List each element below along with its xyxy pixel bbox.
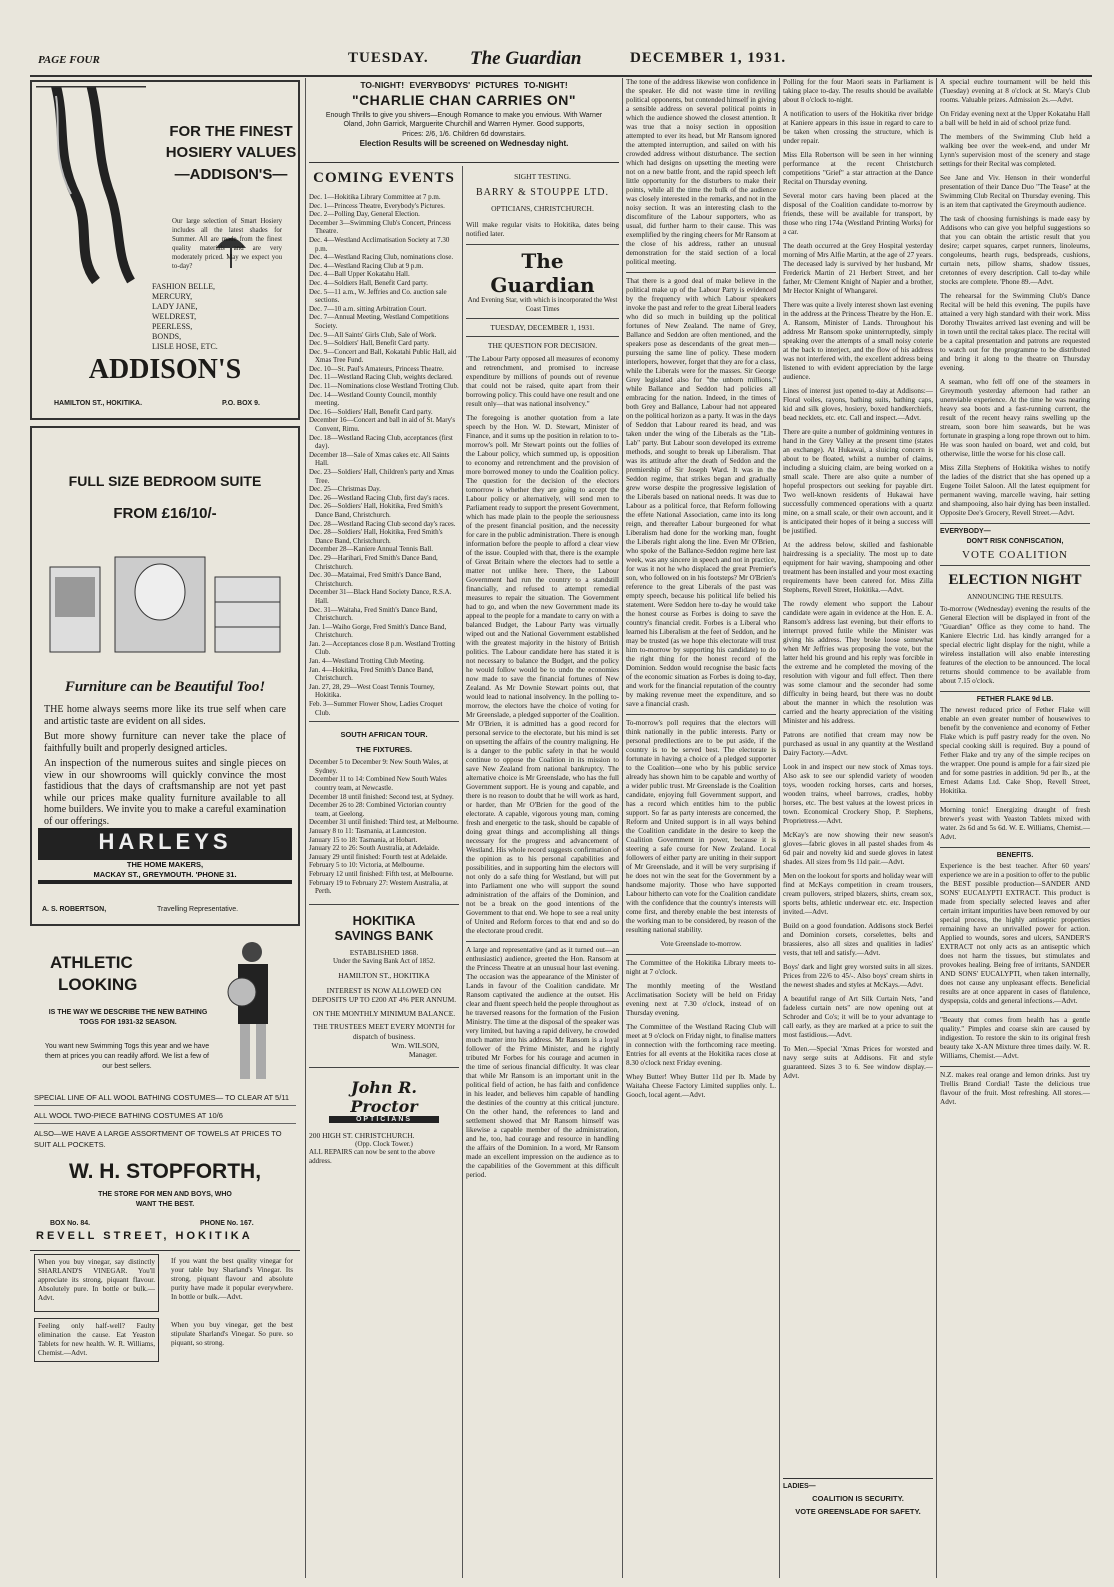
fixture-item: January 8 to 11: Tasmania, at Launceston. bbox=[309, 826, 427, 835]
news-paragraph: There was quite a lively interest shown last evening in the address at the Princess Theatre by the Hon. E. A. Ransom, Minister of Lands. Throughout his address Mr Ransom spoke uninterruptedly, simply speaking over the attempts of a small noisy coterie at the back to interject, and the flow of his address was not interfered with, the excellent address being listened to with evident appreciation by the large audience. bbox=[783, 301, 933, 381]
page-number: PAGE FOUR bbox=[38, 54, 100, 66]
news-paragraph: To Men.—Special 'Xmas Prices for worsted and navy serge suits at Addisons. Fit and style guaranteed. Sizes 3 to 6. See window display.—Advt. bbox=[783, 1045, 933, 1080]
news-paragraph: Polling for the four Maori seats in Parliament is taking place to-day. The results should be available about 8 o'clock to-night. bbox=[783, 78, 933, 104]
divider bbox=[940, 565, 1090, 566]
addisons-headline-2: HOSIERY VALUES bbox=[165, 144, 297, 161]
harleys-paragraph: But more showy furniture can never take the place of faithfully built and properly designed articles. bbox=[44, 731, 286, 754]
divider bbox=[466, 318, 619, 319]
news-paragraph: Miss Ella Robertson will be seen in her winning performance at the recent Christchurch competitions "Grief" a star attraction at the Dance Recital on Thursday evening. bbox=[783, 151, 933, 186]
price-line: ALL WOOL TWO-PIECE BATHING COSTUMES AT 10/6 bbox=[34, 1106, 296, 1124]
divider bbox=[940, 1011, 1090, 1012]
addisons-address: HAMILTON ST., HOKITIKA. bbox=[54, 400, 143, 407]
fixture-item: February 19 to February 27: Western Australia, at Perth. bbox=[309, 878, 448, 896]
guardian-masthead: The Guardian bbox=[490, 249, 595, 297]
harleys-rep-name: A. S. ROBERTSON, bbox=[42, 906, 107, 913]
event-item: Dec. 7—10 a.m. sitting Arbitration Court. bbox=[309, 304, 427, 313]
benefits-body: Experience is the best teacher. After 60 years' experience we are in a position to offer to the public the BEST possible production—SANDER AND SONS' EUCALYPTI EXTRACT. This product is made from specially selected leaves and after certain irritant impurities have been removed by our special process, the highly antiseptic properties remaining have an unrivalled power for action. Applied to wounds, sores and ulcers, SANDER'S EXTRACT not only acts as an antiseptic which does not harm the tissues, but stimulates and provokes healing. Being free of irritants, SANDER AND SONS' EUCALYPTI, when taken internally, does not cause any unpleasant effects. Beneficial results are at once apparent in cases of flatulence, dyspepsia, colds and general infections.—Advt. bbox=[940, 862, 1090, 1005]
news-column-4 bbox=[626, 78, 776, 1578]
proctor-address: 200 HIGH ST. CHRISTCHURCH. bbox=[309, 1131, 415, 1141]
morning-tonic: Morning tonic! Energizing draught of fresh brewer's yeast with Yeaston Tablets mixed with water. 2s 6d and 5s 6d. W. E. Williams, Chemist.—Advt. bbox=[940, 806, 1090, 841]
news-paragraph: That there is a good deal of make believe in the political make up of the Labour Party is evidenced by the frequency with which Labour speakers invoke the past and refer to the great Liberal leaders who did so much in building up the political fortunes of New Zealand. The name of Grey, Ballance and Seddon are often mentioned, and the speakers pose as descendants of the great men—pursuing the same line of policy. These modern interlopers, however, forget that they are for a class, while the Liberals were for the masses. Sir George Grey legislated also for "the unborn millions," while Ballance and Seddon had policies all embracing for the nation. Indeed, in the times of both Grey and Ballance, Labour had not appeared on the political horizon as a party. It was in the days of Seddon that Labour reared its head, and was taken under the wing of the Liberals as the "Lib-Lab" party. But Labour soon developed its extreme methods, and sought to break up Liberalism. That was its attitude after the death of Seddon and the premiership of Sir Joseph Ward. It was in the Seddon regime, that strikes began and gradually grew worse despite the progressive legislation of the Liberals based on national needs. It was due to Labour as a political force, that Reform following the effete National Association, came into its long reign, and thereafter Labour burgeoned for what Liberalism had done for the working man, fought the Liberals right along the line. Even Mr O'Brien, who spoke of the Ballance-Seddon regime here last week, was any sincere in speech and not in practice, for was it not he who displaced the great Premier's son, who followed on in his footsteps? Mr O'Brien's reference to the great Liberals of the past was empty speech, because his political life belied his statement. Were Seddon here to-day he would take the honest course as Forbes is doing to save the country's financial credit. Forbes is a Liberal who learned his Liberalism at the feet of Seddon, and he may be trusted (as we hope this electorate will trust him to-morrow by supporting his candidate) to do the right thing for the honest record of the Dominion. Seddon would recognise the basic facts of the economic situation as Forbes is doing to-day, and work for the financial reputation of the country by making revenue meet the expenditure, and so save a financial crash. bbox=[626, 277, 776, 708]
news-paragraph: A special euchre tournament will be held this (Tuesday) evening at 8 o'clock at St. Mary's Club rooms. Valuable prizes. Admission 2s.—Advt. bbox=[940, 78, 1090, 104]
event-item: Dec. 9—All Saints' Girls Club, Sale of Work. bbox=[309, 330, 437, 339]
event-item: Dec. 5—11 a.m., W. Jeffries and Co. auction sale sections. bbox=[309, 287, 447, 305]
event-item: Jan. 27, 28, 29—West Coast Tennis Tourney, Hokitika. bbox=[309, 682, 435, 700]
event-item: Dec. 14—Westland County Council, monthly meeting. bbox=[309, 390, 437, 408]
event-item: Dec. 26—Westland Racing Club, first day's races. bbox=[309, 493, 450, 502]
brand-item: LADY JANE, bbox=[152, 302, 198, 311]
fixture-item: December 11 to 14: Combined New South Wales country team, at Newcastle. bbox=[309, 775, 447, 792]
divider bbox=[466, 244, 619, 245]
news-paragraph: McKay's are now showing their new season's gloves—fabric gloves in all pastel shades from 4s 6d pair and novelty kid and suede gloves in latest shades. All sizes from 9s 11d pair.—Advt. bbox=[783, 831, 933, 866]
coming-events-list bbox=[309, 193, 459, 717]
divider bbox=[940, 847, 1090, 848]
proctor-opp: (Opp. Clock Tower.) bbox=[355, 1140, 413, 1149]
column-rule bbox=[779, 78, 780, 1578]
column-rule bbox=[305, 78, 306, 1578]
stopforth-headline-2: LOOKING bbox=[58, 975, 138, 994]
pictures-prices: Prices: 2/6, 1/6. Children 6d downstairs. bbox=[402, 131, 526, 138]
fixture-item: January 15 to 18: Tasmania, at Hobart. bbox=[309, 835, 418, 844]
legs-illustration bbox=[36, 86, 166, 286]
event-item: Dec. 23—Soldiers' Hall, Children's party and Xmas Tree. bbox=[309, 468, 454, 485]
footer-line-2: VOTE GREENSLADE FOR SAFETY. bbox=[795, 1507, 921, 1516]
stopforth-ad bbox=[30, 932, 300, 1367]
pictures-title: "CHARLIE CHAN CARRIES ON" bbox=[351, 92, 577, 108]
brand-item: FASHION BELLE, bbox=[152, 282, 215, 291]
editorial-column bbox=[466, 166, 619, 1578]
divider bbox=[309, 721, 459, 722]
news-column-6 bbox=[940, 78, 1090, 1578]
event-item: Dec. 18—Westland Racing Club, acceptances (first day). bbox=[309, 433, 453, 451]
pictures-body: Enough Thrills to give you shivers—Enough Romance to make you envious. With Warner Oland, John Garrick, Marguerite Churchill and Warren Hymer. Good supports, bbox=[325, 112, 603, 128]
sharland-right-text: If you want the best quality vinegar for your table buy Sharland's Vinegar. Its strong, piquant flavour and absolute purity have made it popular everywhere. In bottle or bulk.—Advt. bbox=[171, 1257, 293, 1301]
everybody-label: EVERYBODY— bbox=[940, 528, 991, 535]
news-paragraph: The death occurred at the Grey Hospital yesterday morning of Mrs Alfie Martin, at the age of 27 years. The deceased lady is survived by her husband, Mr Frederick Martin of 21 Herbert Street, and her father, Mr Clement Knight of Napier and a brother, Mr Hector Knight of Whangarei. bbox=[783, 242, 933, 295]
sharland-left-text: When you buy vinegar, say distinctly SHARLAND'S VINEGAR. You'll appreciate its strong, piquant flavour. Absolutely pure. In bottle or bulk.—Advt. bbox=[38, 1258, 155, 1302]
tour-title: SOUTH AFRICAN TOUR. bbox=[340, 730, 428, 740]
stopforth-street: REVELL STREET, HOKITIKA bbox=[36, 1230, 253, 1242]
event-item: Dec. 1—Princess Theatre, Everybody's Pictures. bbox=[309, 201, 445, 210]
column-5-paragraphs bbox=[783, 78, 933, 1081]
harleys-address: MACKAY ST., GREYMOUTH. 'PHONE 31. bbox=[93, 870, 237, 879]
harleys-paragraph: An inspection of the numerous suites and single pieces on view in our showrooms will quickly convince the most fastidious that the days of craftsmanship are not yet past while our prices make quality furniture available to all home builders. We invite you to make a careful examination of our offerings. bbox=[44, 758, 286, 827]
issue-day: TUESDAY. bbox=[348, 50, 429, 66]
coming-events-title: COMING EVENTS bbox=[313, 170, 455, 186]
event-item: Dec. 1—Hokitika Library Committee at 7 p.m. bbox=[309, 193, 441, 201]
fixture-item: February 12 until finished: Fifth test, at Melbourne. bbox=[309, 869, 454, 878]
column-rule bbox=[622, 78, 623, 1578]
proctor-name: John R. Proctor bbox=[350, 1078, 418, 1117]
event-item: Dec. 11—Westland Racing Club, weights declared. bbox=[309, 373, 453, 382]
harleys-sub: THE HOME MAKERS, bbox=[126, 860, 204, 869]
stopforth-name: W. H. STOPFORTH, bbox=[68, 1160, 262, 1183]
divider bbox=[466, 336, 619, 337]
divider bbox=[626, 954, 776, 955]
stopforth-body-1: IS THE WAY WE DESCRIBE THE NEW BATHING TOGS FOR 1931-32 SEASON. bbox=[48, 1009, 208, 1026]
divider bbox=[466, 941, 619, 942]
fixture-item: December 5 to December 9: New South Wales, at Sydney. bbox=[309, 758, 449, 775]
footer-line-1: COALITION IS SECURITY. bbox=[812, 1494, 904, 1503]
editorial-heading: THE QUESTION FOR DECISION. bbox=[487, 341, 598, 350]
news-paragraph: A beautiful range of Art Silk Curtain Nets, "and fadeless curtain nets" are now opening out at Schroder and Co's; it will be to your advantage to call early, as they are marked at a price to suit the most fastidious.—Advt. bbox=[783, 995, 933, 1039]
masthead: The Guardian bbox=[470, 48, 582, 69]
fixture-item: January 22 to 26: South Australia, at Adelaide. bbox=[309, 844, 440, 853]
news-paragraph: A seaman, who fell off one of the steamers in Greymouth yesterday afternoon had rather an unenviable experience. At the time he was nearing heavy sea boots and a fast-running current, the result of the recent heavy rains swelling up the stream, soon bore him seawards, but he was fortunate in grasping a long rope thrown out to him. He was soon hauled on board, wet and cold, but otherwise, little the worse for his close call. bbox=[940, 378, 1090, 458]
news-paragraph: Men on the lookout for sports and holiday wear will find at McKays competition in cream trousers, cream pullovers, striped blazers, shirts, cream sox, sports belts, athletic underwear etc. etc. Inspection invited.—Advt. bbox=[783, 872, 933, 916]
event-item: Dec. 4—Westland Racing Club at 9 p.m. bbox=[309, 261, 424, 270]
event-item: Dec. 25—Christmas Day. bbox=[309, 485, 381, 494]
stopforth-body-2: You want new Swimming Togs this year and we have them at prices you can readily afford. We list a few of our best sellers. bbox=[44, 1043, 210, 1070]
proctor-logo bbox=[329, 1078, 439, 1123]
tour-fixtures-list bbox=[309, 758, 459, 896]
harleys-body bbox=[44, 704, 286, 827]
event-item: Dec. 7—Annual Meeting, Westland Competitions Society. bbox=[309, 313, 449, 330]
event-item: Dec. 2—Polling Day, General Election. bbox=[309, 210, 420, 219]
stopforth-sub: THE STORE FOR MEN AND BOYS, WHO WANT THE BEST. bbox=[98, 1191, 232, 1208]
harleys-tagline: Furniture can be Beautiful Too! bbox=[64, 679, 266, 695]
event-item: Dec. 11—Nominations close Westland Trotting Club. bbox=[309, 382, 459, 391]
news-paragraph: There are quite a number of goldmining ventures in hand in the Grey Valley at the present time (states an exchange). At Hukawai, a sluicing concern is about to be floated, whilst a number of claims, including a sluicing claim, are being worked on a small scale. There are also quite a number of hopeful prospectors out seeking for payable dirt. Two well-known residents of Hukawai have successfully commenced operations with a quartz mine, on a small scale, or their own account, and it is anticipated their hopes of it being a success will be justified. bbox=[783, 428, 933, 535]
event-item: Jan. 4—Westland Trotting Club Meeting. bbox=[309, 657, 425, 666]
news-paragraph: The tone of the address likewise won confidence in the speaker. He did not waste time in reviling political opponents, but contended himself in giving a sensible address on several political points in which the audience showed the closest attention. It was true that a noisy section in opposition attempted to ever its head, but Mr Ransom ignored the attempted interruption, and sailed on with his crowded address without disturbance. The section which had designs on upsetting the meeting were not on a new battle front, and the rapid speech left little opportunity for the disturbers to make their points, while all the time the bulk of the audience was closely interested in the remarks, and not in the noisy section. It was an interesting clash to the discomfiture of the Labour supporters, who as usual, did further harm to their cause. This was exemplified by the ringing cheers for Mr Ransom at the close of his address, rather an unusual demonstration for the staid section of a local political meeting. bbox=[626, 78, 776, 266]
event-item: Dec. 4—Soldiers Hall, Benefit Card party. bbox=[309, 278, 428, 287]
news-paragraph: To-morrow's poll requires that the electors will think nationally in the public interests. Party or personal predilections are to be put aside, if the country is to be served best. The electorate is fortunate in having a choice of a pledged supporter to the Coalition—one who by his public service already has shown him to be capable and worthy of a wider public trust. Mr Greenslade is the Coalition candidate, enjoying full Government support, and has a record which entitles him to the public support. So far as party interests are concerned, the Reform and United support is in all ways behind the Coalition candidate in the desire to keep the Coalition Government in power, because it is steering a safe course for New Zealand. Local followers of either party are uniting in their support of Mr Greenslade, and it will be very surprising if he does not win the seat for the Government by a handsome majority. Those who have supported Labour hitherto can vote for the Coalition candidate with the confidence that the country's interests will come first, and thereby enable the best interests of the working man to be considered, by reason of the resulting national stability. bbox=[626, 719, 776, 934]
event-item: December 16—Concert and ball in aid of St. Mary's Convent, Rimu. bbox=[309, 416, 456, 434]
news-paragraph: See Jane and Viv. Henson in their wonderful presentation of their Dance Duo "The Tease" at the Swimming Club Recital on Thursday evening. This is an item that captivated the Greymouth audience. bbox=[940, 174, 1090, 209]
news-paragraph: Patrons are notified that cream may now be purchased as usual in any quantity at the Westland Dairy Factory.—Advt. bbox=[783, 731, 933, 757]
editorial-paragraph: "The Labour Party opposed all measures of economy and retrenchment, and promised to increase expenditure by millions of pounds out of revenue that could not be raised, quite apart from their borrowing policy. This could have one result and one result only—that was national insolvency." bbox=[466, 355, 619, 408]
event-item: Dec. 26—Soldiers' Hall, Hokitika, Fred Smith's Dance Band, Christchurch. bbox=[309, 502, 443, 519]
price-line: SPECIAL LINE OF ALL WOOL BATHING COSTUMES— TO CLEAR AT 5/11 bbox=[34, 1092, 296, 1106]
divider bbox=[309, 904, 459, 905]
bank-established: ESTABLISHED 1868. bbox=[349, 947, 419, 957]
brand-item: PEERLESS, bbox=[152, 322, 193, 331]
harleys-headline-1: FULL SIZE BEDROOM SUITE bbox=[68, 473, 262, 489]
bedroom-suite-illustration bbox=[45, 547, 285, 657]
harleys-rep-title: Travelling Representative. bbox=[157, 906, 239, 913]
bank-address: HAMILTON ST., HOKITIKA bbox=[338, 970, 430, 980]
event-item: Dec. 30—Mataimai, Fred Smith's Dance Band, Christchurch. bbox=[309, 571, 442, 588]
stopforth-box: BOX No. 84. bbox=[50, 1220, 91, 1227]
proctor-sub: OPTICIANS bbox=[329, 1116, 439, 1123]
column-6-paragraphs bbox=[940, 78, 1090, 518]
sharland-right-2-text: When you buy vinegar, get the best stipulate Sharland's Vinegar. So pure. so piquant, so strong. bbox=[171, 1321, 293, 1347]
stopforth-phone: PHONE No. 167. bbox=[200, 1220, 254, 1227]
sharland-notice-right-2 bbox=[168, 1318, 296, 1351]
news-paragraph: The monthly meeting of the Westland Acclimatisation Society will be held on Friday evening next at 7.30 o'clock, instead of on Thursday evening. bbox=[626, 982, 776, 1017]
pictures-ad bbox=[309, 78, 619, 163]
brand-item: MERCURY, bbox=[152, 292, 193, 301]
fether-title: FETHER FLAKE 9d LB. bbox=[976, 696, 1054, 703]
news-paragraph: The Committee of the Westland Racing Club will meet at 9 o'clock on Friday night, to finalise matters in connection with the forthcoming race meeting. Entries for all events at the Hokitika races close at 8.30 o'clock next Friday evening. bbox=[626, 1023, 776, 1067]
election-night-body: To-morrow (Wednesday) evening the results of the General Election will be displayed in front of the "Guardian" Office as they come to hand. The Kaniere Electric Ltd. has kindly arranged for a special electric light display for the night, while a wireless installation will also enable interesting features of the election to be announced. The local returns should commence to be available from about 7.15 o'clock. bbox=[940, 605, 1090, 685]
event-item: Jan. 4—Hokitika, Fred Smith's Dance Band, Christchurch. bbox=[309, 665, 434, 683]
addisons-ad bbox=[30, 80, 300, 420]
page-header bbox=[30, 50, 1090, 76]
addisons-brand-list bbox=[152, 282, 218, 352]
brand-item: WELDREST, bbox=[152, 312, 197, 321]
bank-title-1: HOKITIKA bbox=[352, 912, 416, 928]
yeaston-text: Feeling only half-well? Faulty elimination the cause. Eat Yeaston Tablets for new health. W. R. Williams, Chemist.—Advt. bbox=[38, 1322, 155, 1357]
event-item: Dec. 31—Waitaha, Fred Smith's Dance Band, Christchurch. bbox=[309, 605, 438, 623]
brand-item: LISLE HOSE, ETC. bbox=[152, 342, 218, 351]
news-paragraph: The rowdy element who support the Labour candidate were again in evidence at the Hon. E. A. Ransom's address last evening, but their efforts to interrupt proved futile while the Minister was giving his address. They broke loose somewhat when Mr Jeffries was proposing the vote, but the latter held his ground and his reply was forcible in the extreme and he completed the moving of the resolution with vigour and full effect. Then there was some clamour and the seconder had some difficulty in being heard, but there was no doubt about the manner in which the resolution was carried and the hearty appreciation of the visiting Minister and his address. bbox=[783, 600, 933, 725]
sharland-notice-right bbox=[168, 1254, 296, 1305]
stopforth-headline-1: ATHLETIC bbox=[50, 953, 133, 972]
event-item: Dec. 9—Concert and Ball, Kokatahi Public Hall, aid Xmas Tree Fund. bbox=[309, 347, 457, 365]
news-paragraph: The rehearsal for the Swimming Club's Dance Recital will be held this evening. The pupils have attained a very high standard with their work. Miss Dorothy Thwaites arrived last evening and will be in town until the recital takes place. The recital will be a capital presentation and patrons are requested to watch out for the programme to be distributed and bring it along to the theatre on Thursday evening. bbox=[940, 292, 1090, 372]
news-paragraph: Lines of interest just opened to-day at Addisons:—Floral voiles, rayons, bathing suits, bathing caps, kid and silk gloves, hosiery, boxed handkerchiefs, bead necklets, etc. etc. Call and inspect.—Advt. bbox=[783, 387, 933, 422]
sight-firm: BARRY & STOUPPE LTD. bbox=[476, 187, 609, 198]
bank-manager-name: Wm. WILSON, bbox=[391, 1041, 439, 1051]
harleys-ad bbox=[30, 426, 300, 926]
addisons-headline-3: —ADDISON'S— bbox=[174, 166, 288, 183]
news-paragraph: The task of choosing furnishings is made easy by Addisons who can give you helpful suggestions so that you can obtain the artistic result that you desire; carpet squares, carpet runners, linoleums, congoleums, hearth rugs, bedspreads, cushions, curtain nets, pillow shams, shadow tissues, cretonnes of every description. Call to-day while stocks are complete. 'Phone 89.—Advt. bbox=[940, 215, 1090, 286]
event-item: December 3—Swimming Club's Concert, Princess Theatre. bbox=[309, 218, 451, 236]
sharland-notice-left bbox=[34, 1254, 159, 1312]
bank-act: Under the Saving Bank Act of 1852. bbox=[332, 956, 436, 965]
addisons-headline-1: FOR THE FINEST bbox=[169, 123, 293, 140]
bank-title-2: SAVINGS BANK bbox=[334, 927, 434, 943]
harleys-headline-2: FROM £16/10/- bbox=[113, 505, 217, 522]
divider bbox=[940, 691, 1090, 692]
news-paragraph: Whey Butter! Whey Butter 11d per lb. Made by Waitaha Cheese Factory Limited supplies only. L. Gooch, local agent.—Advt. bbox=[626, 1073, 776, 1099]
event-item: December 28—Kaniere Annual Tennis Ball. bbox=[309, 545, 433, 554]
news-paragraph: The members of the Swimming Club held a walking bee over the week-end, and under Mr Lynn's supervision most of the scenery and stage settings for their Recital was completed. bbox=[940, 133, 1090, 168]
column-rule bbox=[462, 166, 463, 1578]
guardian-dateline: TUESDAY, DECEMBER 1, 1931. bbox=[490, 323, 595, 332]
fixture-item: December 26 to 28: Combined Victorian country team, at Geelong. bbox=[309, 801, 447, 818]
event-item: Dec. 4—Ball Upper Kokatahu Hall. bbox=[309, 270, 410, 279]
event-item: Dec. 28—Soldiers' Hall, Hokitika, Fred Smith's Dance Band, Christchurch. bbox=[309, 528, 443, 545]
divider bbox=[940, 801, 1090, 802]
fixture-item: January 29 until finished: Fourth test at Adelaide. bbox=[309, 852, 448, 861]
event-item: Dec. 4—Westland Acclimatisation Society at 7.30 p.m. bbox=[309, 235, 450, 253]
pictures-banner: TO-NIGHT! EVERYBODYS' PICTURES TO-NIGHT! bbox=[360, 80, 568, 90]
news-paragraph: Vote Greenslade to-morrow. bbox=[660, 940, 742, 948]
column-rule bbox=[936, 78, 937, 1578]
harleys-name: HARLEYS bbox=[98, 829, 232, 854]
fether-body: The newest reduced price of Fether Flake will enable an even greater number of housewives to benefit by the convenience and economy of Fether Flake which is puff pastry ready for the oven. No special cooking skill is required. Buy a pound of Fether Flake and try any of the simple recipes on the wrapper. One pound is ample for a fair sized pie and for some pastries in addition. 9d per lb., at the Ernest Adams Ltd. Cake Shop, Revell Street, Hokitika. bbox=[940, 706, 1090, 795]
event-item: Dec. 9—Soldiers' Hall, Benefit Card party. bbox=[309, 339, 430, 348]
swimmer-illustration bbox=[220, 934, 290, 1084]
news-column-5 bbox=[783, 78, 933, 1578]
bank-trustees: THE TRUSTEES MEET EVERY MONTH for dispatch of business. bbox=[313, 1022, 455, 1041]
news-paragraph: A notification to users of the Hokitika river bridge at Kaniere appears in this issue in regard to care to be taken when crossing the structure, which is under repair. bbox=[783, 110, 933, 145]
event-item: Dec. 10—St. Paul's Amateurs, Princess Theatre. bbox=[309, 364, 444, 373]
harleys-paragraph: THE home always seems more like its true self when care and artistic taste are evident on all sides. bbox=[44, 704, 286, 727]
event-item: December 31—Black Hand Society Dance, R.S.A. Hall. bbox=[309, 588, 452, 605]
events-column bbox=[309, 166, 459, 1578]
news-paragraph: Boys' dark and light grey worsted suits in all sizes. Prices from 22/6 to 45/-. Also boys' cream shirts in the newest shades and styles at McKays.—Advt. bbox=[783, 963, 933, 989]
divider bbox=[626, 714, 776, 715]
editorial-paragraph: A large and representative (and as it turned out—an enthusiastic) audience, greeted the Hon. Ransom at the Princess Theatre at an unusual hour last evening. The occasion was the appearance of the Minister of Lands in favour of the Coalition candidate. Mr Ransom captivated the audience at the outset. His clear and fluent speech held the people throughout as he traversed reasons for the formation of the Fusion Ministry. The time at the disposal of the speaker was very limited, but having a rapid delivery, he crowded much matter into his address. Mr Ransom is a loyal follower of the Prime Minister, and he rightly tributed Mr Forbes for his courage and acumen in the time of serious financial difficulty. It was clear that while Mr Ransom is an important unit in the political field of action, he has faith and confidence in his leader, and believes him capable of handling the destinies of the country at this critical juncture. On the other hand, the references to land and settlement showed that Mr Ransom himself was likewise a capable member of the administration, and he, too, had courage and resource in handling the affairs of the Dominion. In a word, Mr Ransom made an excellent impression on the audience as to the capabilities of the Government at this difficult period. bbox=[466, 946, 619, 1179]
election-night-title: ELECTION NIGHT bbox=[948, 572, 1082, 588]
divider bbox=[30, 1250, 300, 1251]
editorial-paragraph: The foregoing is another quotation from a late speech by the Hon. W. D. Stewart, Minister of Finance, and it sums up the position in relation to to-morrow's poll. Mr Stewart points out the follies of the Labour policy, which summed up, is opposition to economy and retrenchment and the provision of more borrowed money to undo the Coalition policy. The question for the decision of the electors tomorrow is whether they are going to accept the Labour policy or alternatively, will send men to Parliament ready to support the present Government, which has made plain to the people the seriousness of the present financial position, and the necessity for care in the public administration. There is enough information before the people to afford a clear view of the issue. Coupled with that, there is the example of Great Britain where the electors had to settle a matter not unlike here. There, the Labour Government had run the country to a standstill financially, and refused to attempt remedial measures to repair the situation. The Government had to go, and when the new Government made its appeal to the people for a mandate to carry on with a balanced Budget, the Labour Party was virtually wiped out and the National Government established with the greatest majority in the history of British politics. The Labour candidate here has stated it is not necessary to balance the Budget, and the policy he would follow would be to undo the economies now made to save the financial fortunes of New Zealand. As Mr Downie Stewart points out, that would lead to national insolvency. In the polling to-morrow, the electors have the choice of voting for Mr Greenslade, a pledged supporter of the Coalition. Mr O'Brien, it is admitted has a good record for personal service to the electorate, but his mind is set on upsetting the affairs of the country maligning. He is a danger to the public safety in that he would continue to oppose the Coalition in its mission to save New Zealand from national bankruptcy. The alternative choice is Mr Greenslade, who has the full Government support. He is young and capable, and there is no reason to doubt that he will work as hard, or harder, than Mr O'Brien for the good of the electorate. A capable, vigorous young man, coming fresh and energetic to the task, should be capable of doing great things and accomplishing all things necessary for the progress and advancement of Westland. His whole record suggests confirmation of the opinion as to his personal capabilities and possibilities, and in supporting him the electors will not only do a safe thing for Westland, but will put into Parliament one who will support the sound administration of the affairs of the Dominion, and not be a break on the good intentions of the Government to that end. We hope to see a real unity of United and Reform forces to that end and so do the electorate proud credit. bbox=[466, 414, 619, 935]
fixture-item: December 18 until finished: Second test, at Sydney. bbox=[309, 792, 454, 801]
cordial-notice: N.Z. makes real orange and lemon drinks. Just try Trellis Brand Cordial! Taste the delicious true flavour of the fruit. Most refreshing. All stores.—Advt. bbox=[940, 1071, 1090, 1106]
footer-label: LADIES— bbox=[783, 1483, 816, 1490]
tour-subtitle: THE FIXTURES. bbox=[355, 745, 413, 755]
divider bbox=[940, 1066, 1090, 1067]
ads-column bbox=[30, 78, 300, 1578]
news-paragraph: Several motor cars having been placed at the disposal of the Coalition candidate to-morrow by friends, these will be available for transport, by those who ring 174a (Westland Printing Works) for a car. bbox=[783, 192, 933, 236]
harleys-address-block bbox=[32, 860, 298, 880]
guardian-sub: And Evening Star, with which is incorporated the West Coast Times bbox=[467, 297, 618, 313]
event-item: Dec. 16—Soldiers' Hall, Benefit Card party. bbox=[309, 407, 433, 416]
addisons-pobox: P.O. BOX 9. bbox=[222, 400, 260, 407]
benefits-title: BENEFITS. bbox=[996, 852, 1034, 859]
event-item: Dec. 29—Harihari, Fred Smith's Dance Band, Christchurch. bbox=[309, 553, 438, 571]
pictures-note: Election Results will be screened on Wednesday night. bbox=[359, 139, 569, 148]
coalition-footer bbox=[783, 1478, 933, 1516]
sight-body: Will make regular visits to Hokitika, dates being notified later. bbox=[466, 221, 619, 238]
header-rule bbox=[30, 75, 1092, 77]
bank-manager-title: Manager. bbox=[408, 1050, 437, 1060]
divider bbox=[309, 1067, 459, 1068]
price-line: ALSO—WE HAVE A LARGE ASSORTMENT OF TOWELS AT PRICES TO SUIT ALL POCKETS. bbox=[34, 1129, 282, 1149]
stopforth-price-list bbox=[34, 1092, 296, 1150]
vote-coalition-line: VOTE COALITION bbox=[962, 549, 1068, 561]
divider bbox=[940, 523, 1090, 524]
sight-title: SIGHT TESTING. bbox=[514, 172, 571, 181]
event-item: Feb. 3—Summer Flower Show, Ladies Croquet Club. bbox=[309, 700, 443, 717]
news-paragraph: Miss Zilla Stephens of Hokitika wishes to notify the ladies of the district that she has opened up a Eugene Toilet Saloon. All the latest equipment for permanent waving, marcelle waving, hair setting and shampooing, also hair dying has been installed. Opposite Dee's Grocery, Revell Street.—Advt. bbox=[940, 464, 1090, 517]
proctor-note: ALL REPAIRS can now be sent to the above address. bbox=[309, 1148, 435, 1166]
fixture-item: February 5 to 10: Victoria, at Melbourne. bbox=[309, 861, 425, 870]
addisons-body: Our large selection of Smart Hosiery includes all the latest shades for Summer. All are made from the finest quality materials and are very moderately priced. May we expect you to-day? bbox=[172, 218, 282, 270]
brand-item: BONDS, bbox=[152, 332, 182, 341]
event-item: Jan. 2—Acceptances close 8 p.m. Westland Trotting Club. bbox=[309, 639, 456, 657]
issue-date: DECEMBER 1, 1931. bbox=[630, 50, 787, 66]
beauty-notice: "Beauty that comes from health has a gentle quality." Pimples and coarse skin are caused by indigestion. To restore the skin to its original fresh beauty take X-AN Mixture three times daily. W. R. Williams, Chemist.—Advt. bbox=[940, 1016, 1090, 1060]
addisons-name: ADDISON'S bbox=[88, 354, 242, 385]
news-paragraph: Look in and inspect our new stock of Xmas toys. Also ask to see our splendid variety of wooden toys, wooden rocking horses, carts and horses, wooden trains, wheel barrows, cradles, hobby horses, etc. The best values at the lowest prices in town. Economical Crockery Shop, P. Stephens, Proprietress.—Advt. bbox=[783, 763, 933, 825]
sight-city: OPTICIANS, CHRISTCHURCH. bbox=[491, 204, 594, 213]
news-paragraph: On Friday evening next at the Upper Kokatahu Hall a ball will be held in aid of school prize fund. bbox=[940, 110, 1090, 127]
election-night-sub: ANNOUNCING THE RESULTS. bbox=[967, 593, 1063, 601]
confiscation-line: DON'T RISK CONFISCATION, bbox=[966, 538, 1064, 545]
bank-interest: INTEREST IS NOW ALLOWED ON DEPOSITS UP TO £200 AT 4% PER ANNUM. bbox=[311, 985, 457, 1005]
divider bbox=[626, 272, 776, 273]
event-item: Dec. 28—Westland Racing Club second day's races. bbox=[309, 519, 456, 528]
fixture-item: December 31 until finished: Third test, at Melbourne. bbox=[309, 818, 459, 827]
news-paragraph: The Committee of the Hokitika Library meets to-night at 7 o'clock. bbox=[626, 959, 776, 976]
event-item: Jan. 1—Waiho Gorge, Fred Smith's Dance Band, Christchurch. bbox=[309, 622, 447, 640]
event-item: Dec. 4—Westland Racing Club, nominations close. bbox=[309, 253, 454, 262]
bank-minimum: ON THE MONTHLY MINIMUM BALANCE. bbox=[312, 1008, 456, 1018]
event-item: December 18—Sale of Xmas cakes etc. All Saints Hall. bbox=[309, 450, 450, 468]
news-paragraph: Build on a good foundation. Addisons stock Berlei and Dominion corsets, corselettes, belts and brassieres, also all sizes and qualities in ladies' vests, that tell and satisfy.—Advt. bbox=[783, 922, 933, 957]
news-paragraph: At the address below, skilled and fashionable hairdressing is a speciality. The most up to date equipment for hair waving, shampooing and other treatment has been installed and your most exacting requirements have been catered for. Miss Zilla Stephens, Revell Street, Hokitika.—Advt. bbox=[783, 541, 933, 594]
yeaston-notice bbox=[34, 1318, 159, 1362]
